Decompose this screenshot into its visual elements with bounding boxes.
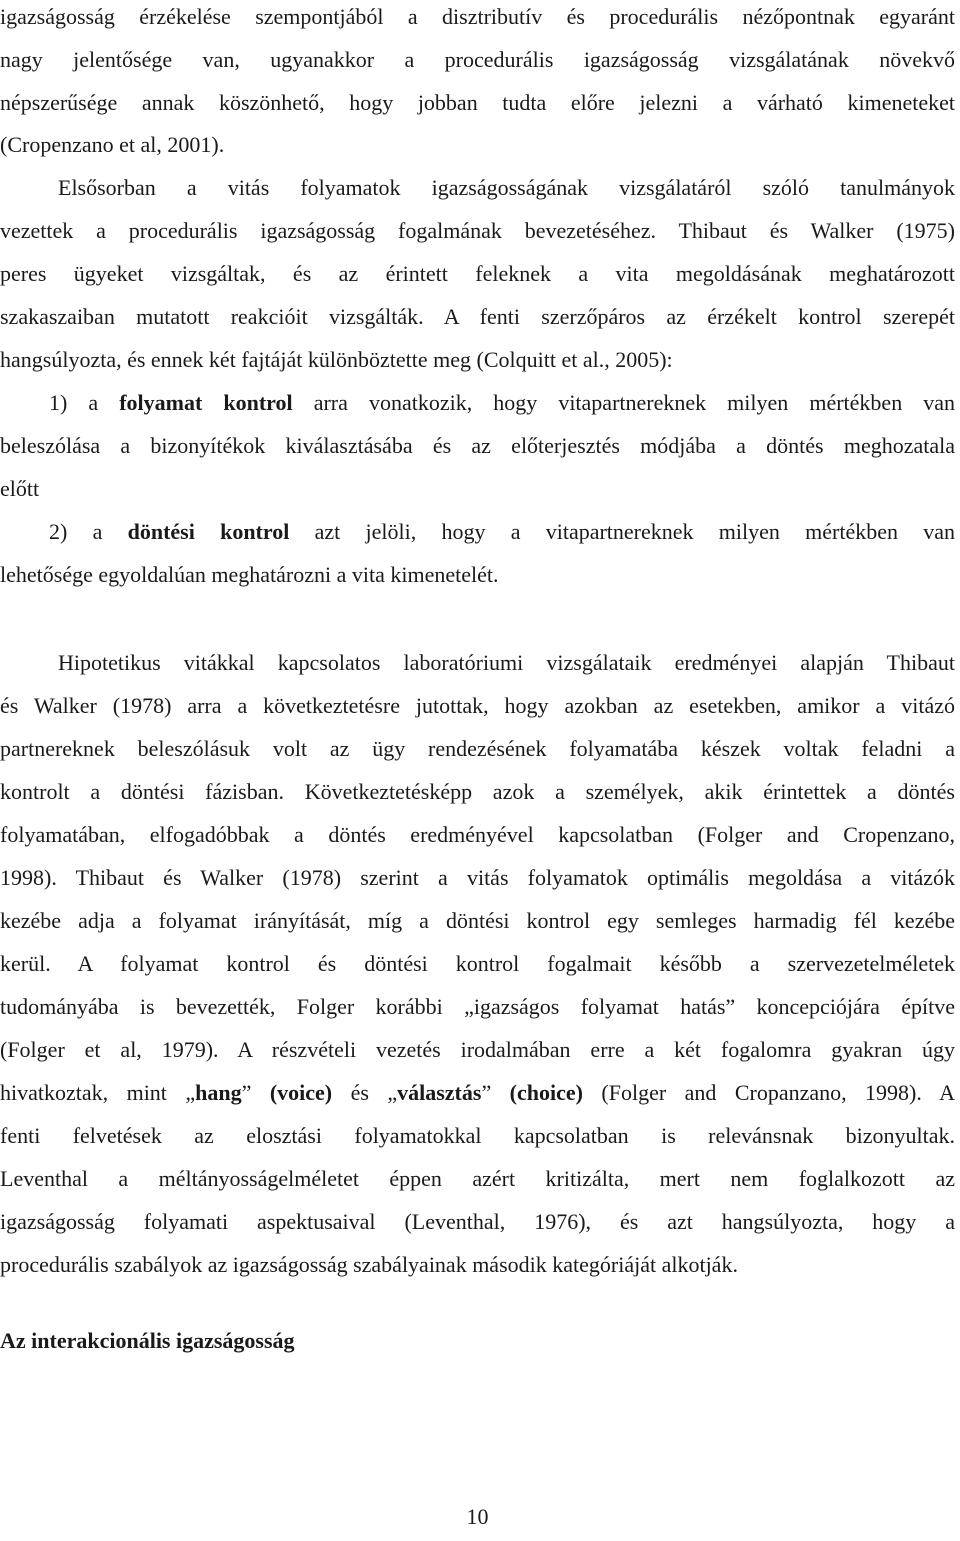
text-line: Elsősorban a vitás folyamatok igazságosságának vizsgálatáról szóló tanulmányok: [58, 175, 955, 200]
text-line: [0, 1078, 955, 1108]
text-line: tudományába is bevezették, Folger korábbi „igazságos folyamat hatás” koncepciójára építve: [0, 994, 955, 1019]
bold-term: (choice): [509, 1080, 583, 1105]
text-line: partnereknek beleszólásuk volt az ügy rendezésének folyamatába készek voltak feladni a: [0, 736, 955, 761]
list-item-1: [0, 388, 955, 418]
text-line: szakaszaiban mutatott reakcióit vizsgálták. A fenti szerzőpáros az érzékelt kontrol szerepét: [0, 304, 955, 329]
text-fragment: ”: [241, 1080, 270, 1105]
list-item-2: [0, 517, 955, 547]
text-line: peres ügyeket vizsgáltak, és az érintett feleknek a vita megoldásának meghatározott: [0, 261, 955, 286]
list-item-term: döntési kontrol: [127, 519, 290, 544]
text-line: lehetősége egyoldalúan meghatározni a vita kimenetelét.: [0, 562, 499, 587]
text-line: (Cropenzano et al, 2001).: [0, 132, 225, 157]
text-fragment: ”: [481, 1080, 510, 1105]
text-line: vezettek a procedurális igazságosság fogalmának bevezetéséhez. Thibaut és Walker (1975): [0, 218, 955, 243]
bold-term: hang: [195, 1080, 242, 1105]
text-fragment: (Folger and Cropanzano, 1998). A: [582, 1080, 956, 1105]
text-line: népszerűsége annak köszönhető, hogy jobban tudta előre jelezni a várható kimeneteket: [0, 90, 955, 115]
list-item-text: arra vonatkozik, hogy vitapartnereknek milyen mértékben van: [292, 390, 956, 415]
text-line: procedurális szabályok az igazságosság szabályainak második kategóriáját alkotják.: [0, 1252, 738, 1277]
text-line: igazságosság folyamati aspektusaival (Leventhal, 1976), és azt hangsúlyozta, hogy a: [0, 1209, 955, 1234]
page-number: 10: [466, 1504, 489, 1529]
text-line: nagy jelentősége van, ugyanakkor a procedurális igazságosság vizsgálatának növekvő: [0, 47, 955, 72]
text-fragment: és „: [332, 1080, 398, 1105]
list-item-term: folyamat kontrol: [119, 390, 293, 415]
text-line: kontrolt a döntési fázisban. Következtetésképp azok a személyek, akik érintettek a döntés: [0, 779, 955, 804]
list-item-text: azt jelöli, hogy a vitapartnereknek milyen mértékben van: [289, 519, 955, 544]
list-item-prefix: 2) a: [49, 519, 128, 544]
list-item-prefix: 1) a: [49, 390, 120, 415]
bold-term: választás: [397, 1080, 482, 1105]
text-line: folyamatában, elfogadóbbak a döntés eredményével kapcsolatban (Folger and Cropenzano,: [0, 822, 955, 847]
text-line: Hipotetikus vitákkal kapcsolatos laboratóriumi vizsgálataik eredményei alapján Thibaut: [58, 650, 955, 675]
text-line: fenti felvetések az elosztási folyamatokkal kapcsolatban is relevánsnak bizonyultak.: [0, 1123, 955, 1148]
text-line: 1998). Thibaut és Walker (1978) szerint a vitás folyamatok optimális megoldása a vitázók: [0, 865, 955, 890]
text-line: Leventhal a méltányosságelméletet éppen azért kritizálta, mert nem foglalkozott az: [0, 1166, 955, 1191]
text-line: kerül. A folyamat kontrol és döntési kontrol fogalmait később a szervezetelméletek: [0, 951, 955, 976]
text-fragment: hivatkoztak, mint „: [0, 1080, 196, 1105]
text-line: beleszólása a bizonyítékok kiválasztásába és az előterjesztés módjába a döntés meghozatala: [0, 433, 955, 458]
text-line: előtt: [0, 476, 40, 501]
bold-term: (voice): [269, 1080, 333, 1105]
text-line: (Folger et al, 1979). A részvételi vezetés irodalmában erre a két fogalomra gyakran úgy: [0, 1037, 955, 1062]
text-line: és Walker (1978) arra a következtetésre jutottak, hogy azokban az esetekben, amikor a vitázó: [0, 693, 955, 718]
text-line: kezébe adja a folyamat irányítását, míg a döntési kontrol egy semleges harmadig fél kezébe: [0, 908, 955, 933]
section-heading: Az interakcionális igazságosság: [0, 1328, 295, 1353]
text-line: igazságosság érzékelése szempontjából a disztributív és procedurális nézőpontnak egyaránt: [0, 4, 955, 29]
text-line: hangsúlyozta, és ennek két fajtáját különböztette meg (Colquitt et al., 2005):: [0, 347, 673, 372]
